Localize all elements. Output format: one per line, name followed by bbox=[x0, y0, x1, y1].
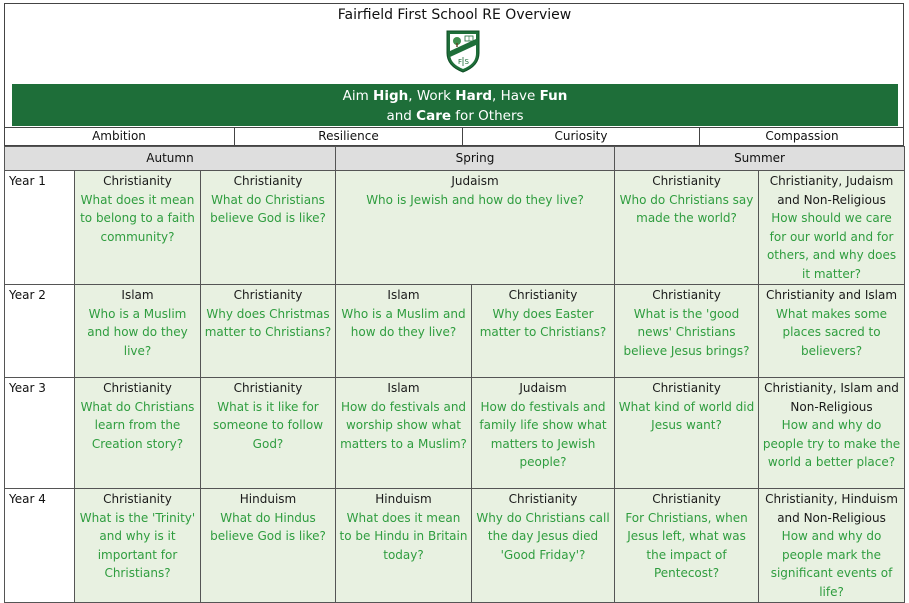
unit-cell: Christianity and Islam What makes some places sacred to believers? bbox=[759, 285, 905, 378]
value-curiosity: Curiosity bbox=[463, 128, 700, 145]
value-ambition: Ambition bbox=[4, 128, 235, 145]
unit-cell: Christianity What is the 'Trinity' and why is it important for Christians? bbox=[75, 489, 201, 603]
unit-cell: Christianity What do Christians believe God is like? bbox=[201, 171, 336, 285]
table-row bbox=[5, 171, 905, 285]
table-row bbox=[5, 378, 905, 489]
unit-cell: Islam How do festivals and worship show what matters to a Muslim? bbox=[336, 378, 472, 489]
unit-cell: Christianity, Judaism and Non-Religious How should we care for our world and for others, and why does it matter? bbox=[759, 171, 905, 285]
crest-letter-f: F bbox=[458, 58, 463, 66]
term-summer: Summer bbox=[615, 147, 905, 171]
unit-cell: Christianity What kind of world did Jesus want? bbox=[615, 378, 759, 489]
unit-cell: Islam Who is a Muslim and how do they live? bbox=[75, 285, 201, 378]
unit-cell: Hinduism What does it mean to be Hindu in Britain today? bbox=[336, 489, 472, 603]
school-values-row bbox=[4, 127, 904, 146]
year-label: Year 4 bbox=[5, 489, 75, 603]
page-title: Fairfield First School RE Overview bbox=[337, 7, 572, 23]
motto-line-1: Aim High, Work Hard, Have Fun bbox=[342, 88, 568, 104]
table-row bbox=[5, 285, 905, 378]
unit-cell: Christianity For Christians, when Jesus left, what was the impact of Pentecost? bbox=[615, 489, 759, 603]
year-label: Year 2 bbox=[5, 285, 75, 378]
crest-letter-s: S bbox=[464, 58, 469, 66]
unit-cell: Christianity, Hinduism and Non-Religious How and why do people mark the significant events of life? bbox=[759, 489, 905, 603]
school-crest-logo bbox=[445, 29, 481, 73]
motto-line-2: and Care for Others bbox=[386, 108, 524, 124]
unit-cell: Christianity Why does Easter matter to Christians? bbox=[472, 285, 615, 378]
unit-cell: Judaism Who is Jewish and how do they live? bbox=[336, 171, 615, 285]
value-compassion: Compassion bbox=[765, 129, 839, 143]
unit-cell: Christianity, Islam and Non-Religious How and why do people try to make the world a better place? bbox=[759, 378, 905, 489]
table-row bbox=[5, 489, 905, 603]
unit-cell: Christianity What is the 'good news' Christians believe Jesus brings? bbox=[615, 285, 759, 378]
unit-cell: Islam Who is a Muslim and how do they live? bbox=[336, 285, 472, 378]
unit-cell: Christianity What is it like for someone to follow God? bbox=[201, 378, 336, 489]
value-resilience: Resilience bbox=[235, 128, 463, 145]
term-spring: Spring bbox=[336, 147, 615, 171]
unit-cell: Christianity Who do Christians say made the world? bbox=[615, 171, 759, 285]
year-label: Year 3 bbox=[5, 378, 75, 489]
unit-cell: Hinduism What do Hindus believe God is like? bbox=[201, 489, 336, 603]
unit-cell: Christianity Why do Christians call the day Jesus died 'Good Friday'? bbox=[472, 489, 615, 603]
motto-banner bbox=[12, 84, 898, 126]
term-header-row bbox=[5, 147, 905, 171]
unit-cell: Christianity What do Christians learn from the Creation story? bbox=[75, 378, 201, 489]
unit-cell: Christianity What does it mean to belong to a faith community? bbox=[75, 171, 201, 285]
term-autumn: Autumn bbox=[5, 147, 336, 171]
year-label: Year 1 bbox=[5, 171, 75, 285]
unit-cell: Judaism How do festivals and family life show what matters to Jewish people? bbox=[472, 378, 615, 489]
curriculum-table bbox=[4, 146, 905, 603]
unit-cell: Christianity Why does Christmas matter to Christians? bbox=[201, 285, 336, 378]
